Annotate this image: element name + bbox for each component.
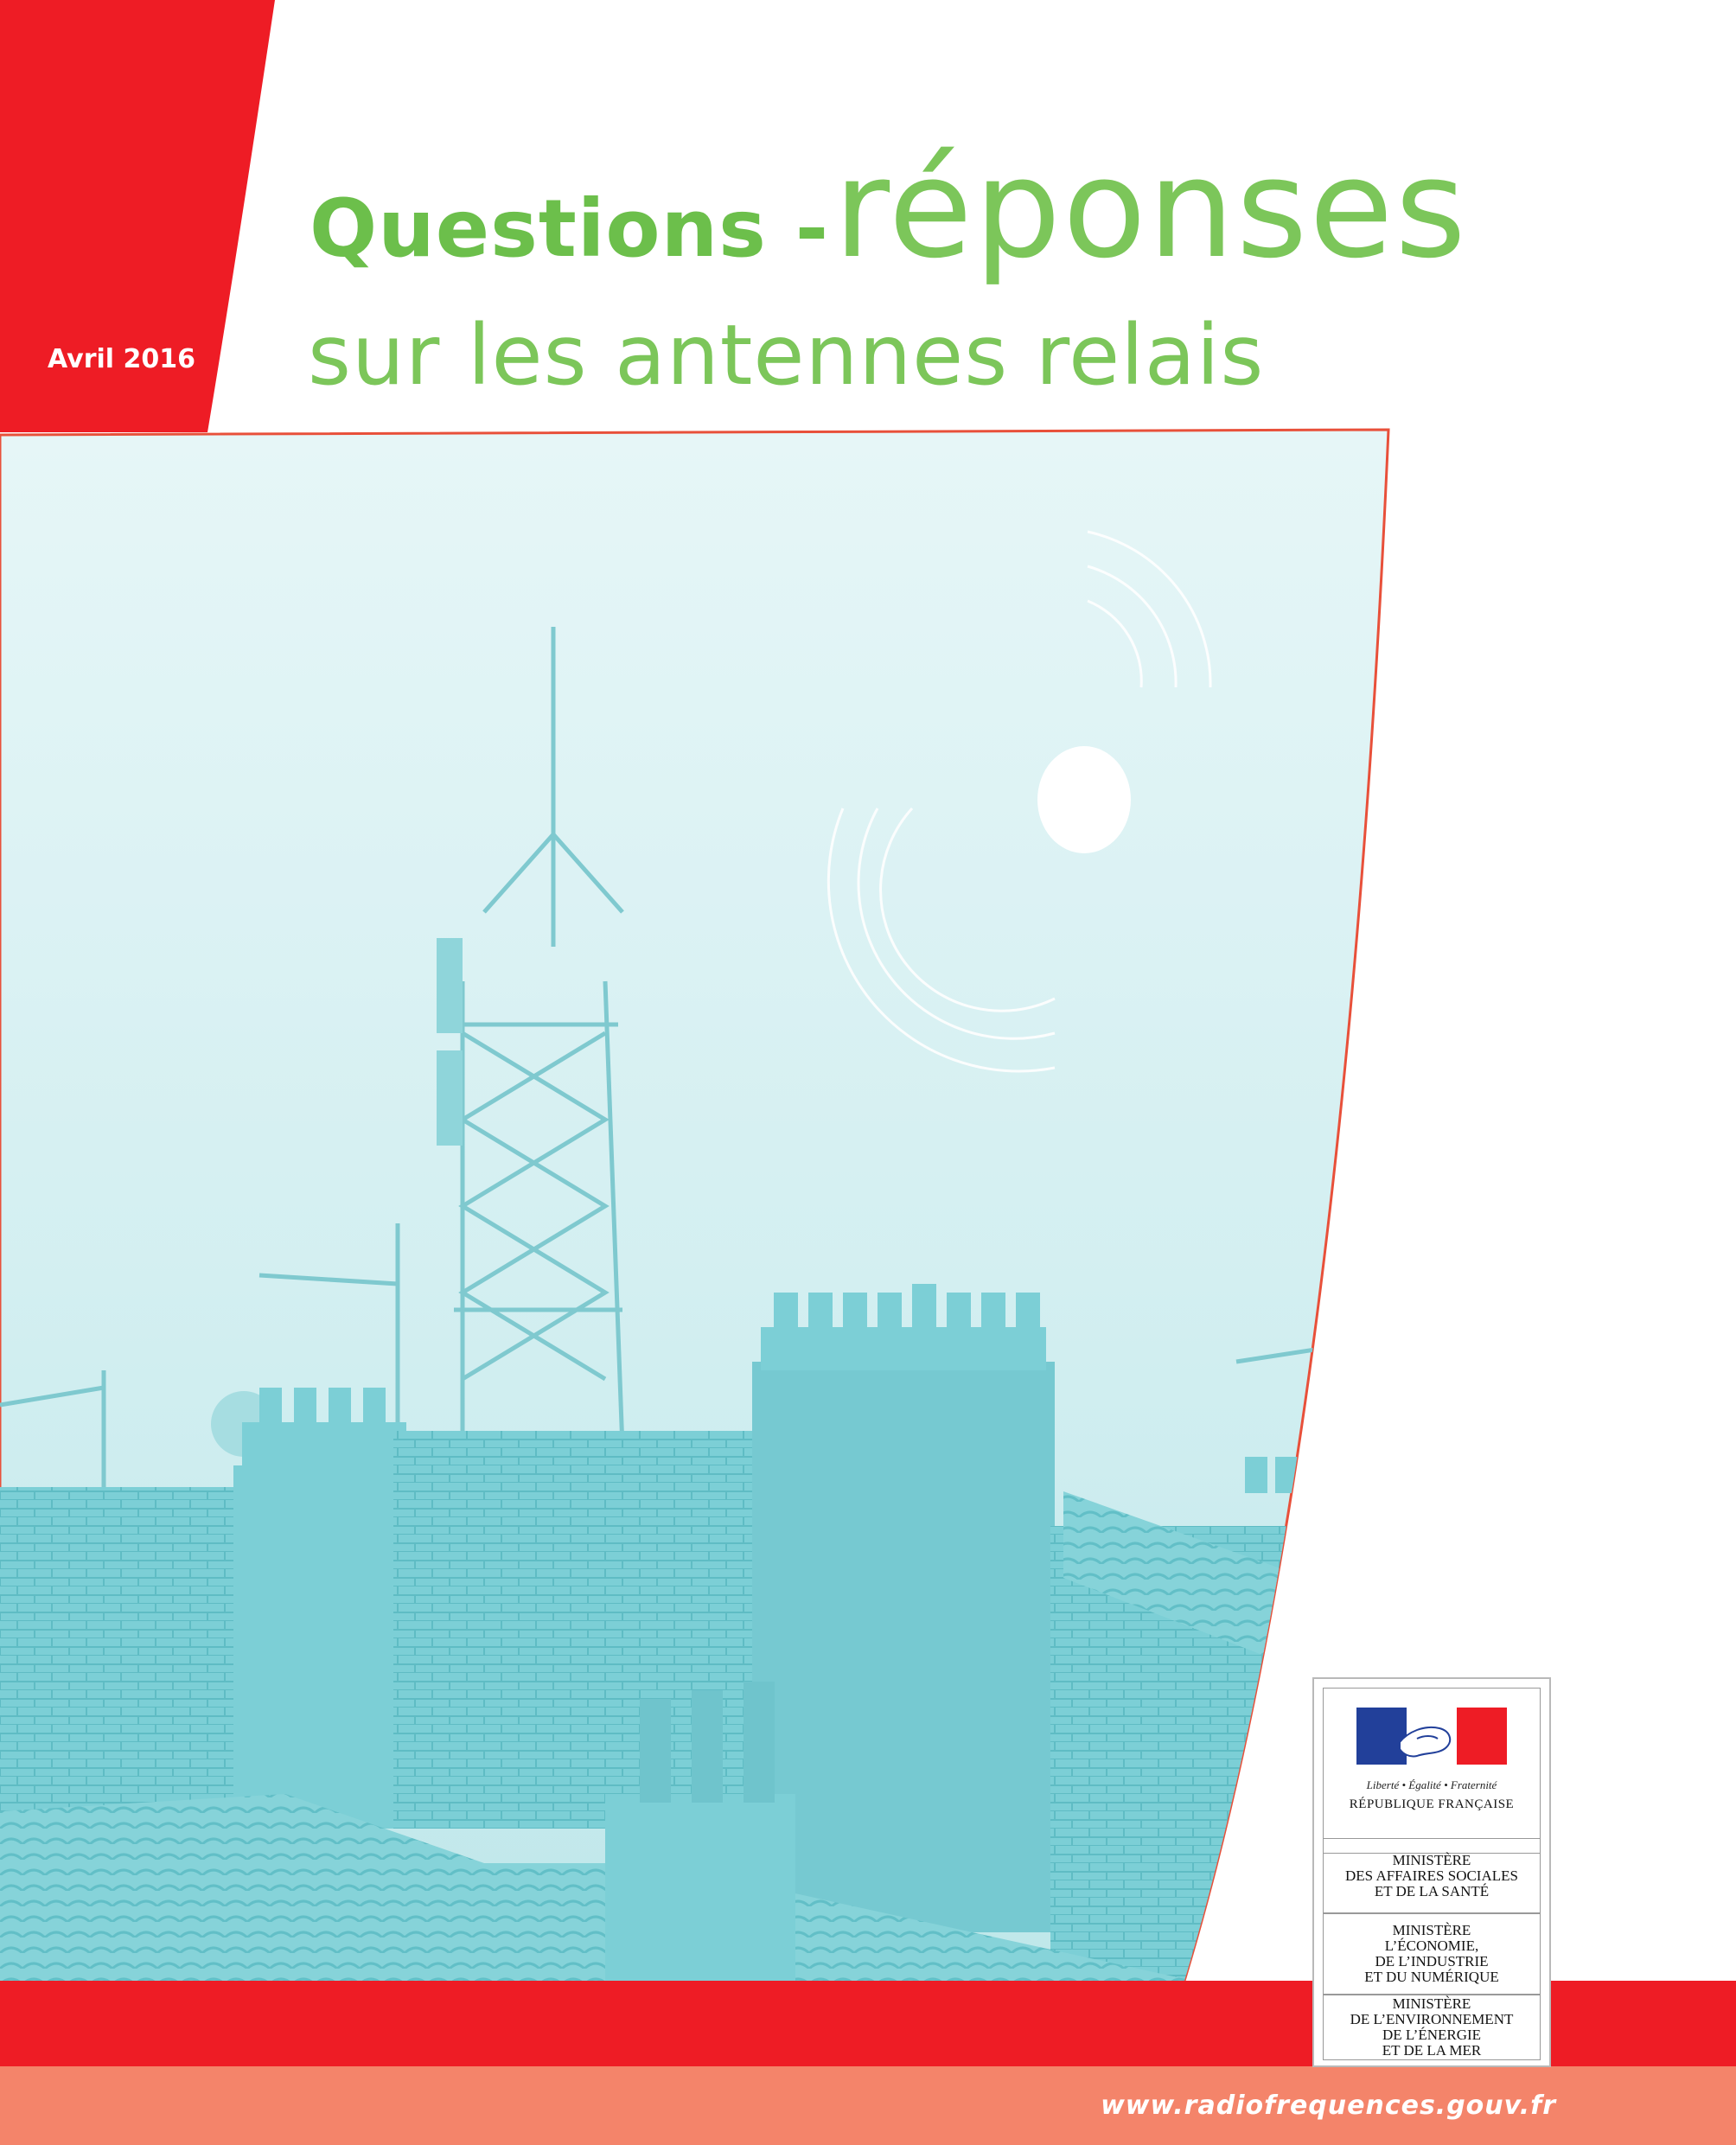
- ministry-economie: [1323, 1913, 1541, 1995]
- devise-text: Liberté • Égalité • Fraternité: [1366, 1778, 1497, 1791]
- republique-francaise-logo: [1323, 1688, 1541, 1854]
- ministry-sante: [1323, 1838, 1541, 1913]
- title-reponses: réponses: [833, 130, 1468, 289]
- title-questions: Questions -: [310, 182, 830, 275]
- government-logo-block: [1312, 1677, 1551, 2067]
- ministry-line: ET DE LA SANTÉ: [1374, 1882, 1490, 1899]
- ministry-environnement: [1323, 1995, 1541, 2060]
- page-title: [310, 130, 1468, 289]
- cover-photo: [0, 428, 1401, 1984]
- ministry-line: ET DU NUMÉRIQUE: [1364, 1969, 1499, 1985]
- ministry-line: MINISTÈRE: [1392, 1851, 1471, 1868]
- website-link[interactable]: www.radiofrequences.gouv.fr: [1101, 2091, 1556, 2121]
- page-subtitle: sur les antennes relais: [308, 307, 1265, 404]
- publication-date: Avril 2016: [48, 344, 196, 374]
- ministry-line: DES AFFAIRES SOCIALES: [1345, 1867, 1518, 1884]
- ministry-line: MINISTÈRE: [1392, 1922, 1471, 1938]
- ministry-line: DE L’INDUSTRIE: [1375, 1953, 1489, 1969]
- ministry-line: L’ÉCONOMIE,: [1384, 1938, 1479, 1954]
- republique-text: RÉPUBLIQUE FRANÇAISE: [1349, 1797, 1515, 1811]
- ministry-line: DE L’ÉNERGIE: [1382, 2027, 1482, 2043]
- ministry-line: ET DE LA MER: [1382, 2042, 1482, 2059]
- ministry-line: DE L’ENVIRONNEMENT: [1350, 2011, 1514, 2027]
- marianne-logo: [1356, 1708, 1507, 1765]
- ministry-line: MINISTÈRE: [1392, 1995, 1471, 2012]
